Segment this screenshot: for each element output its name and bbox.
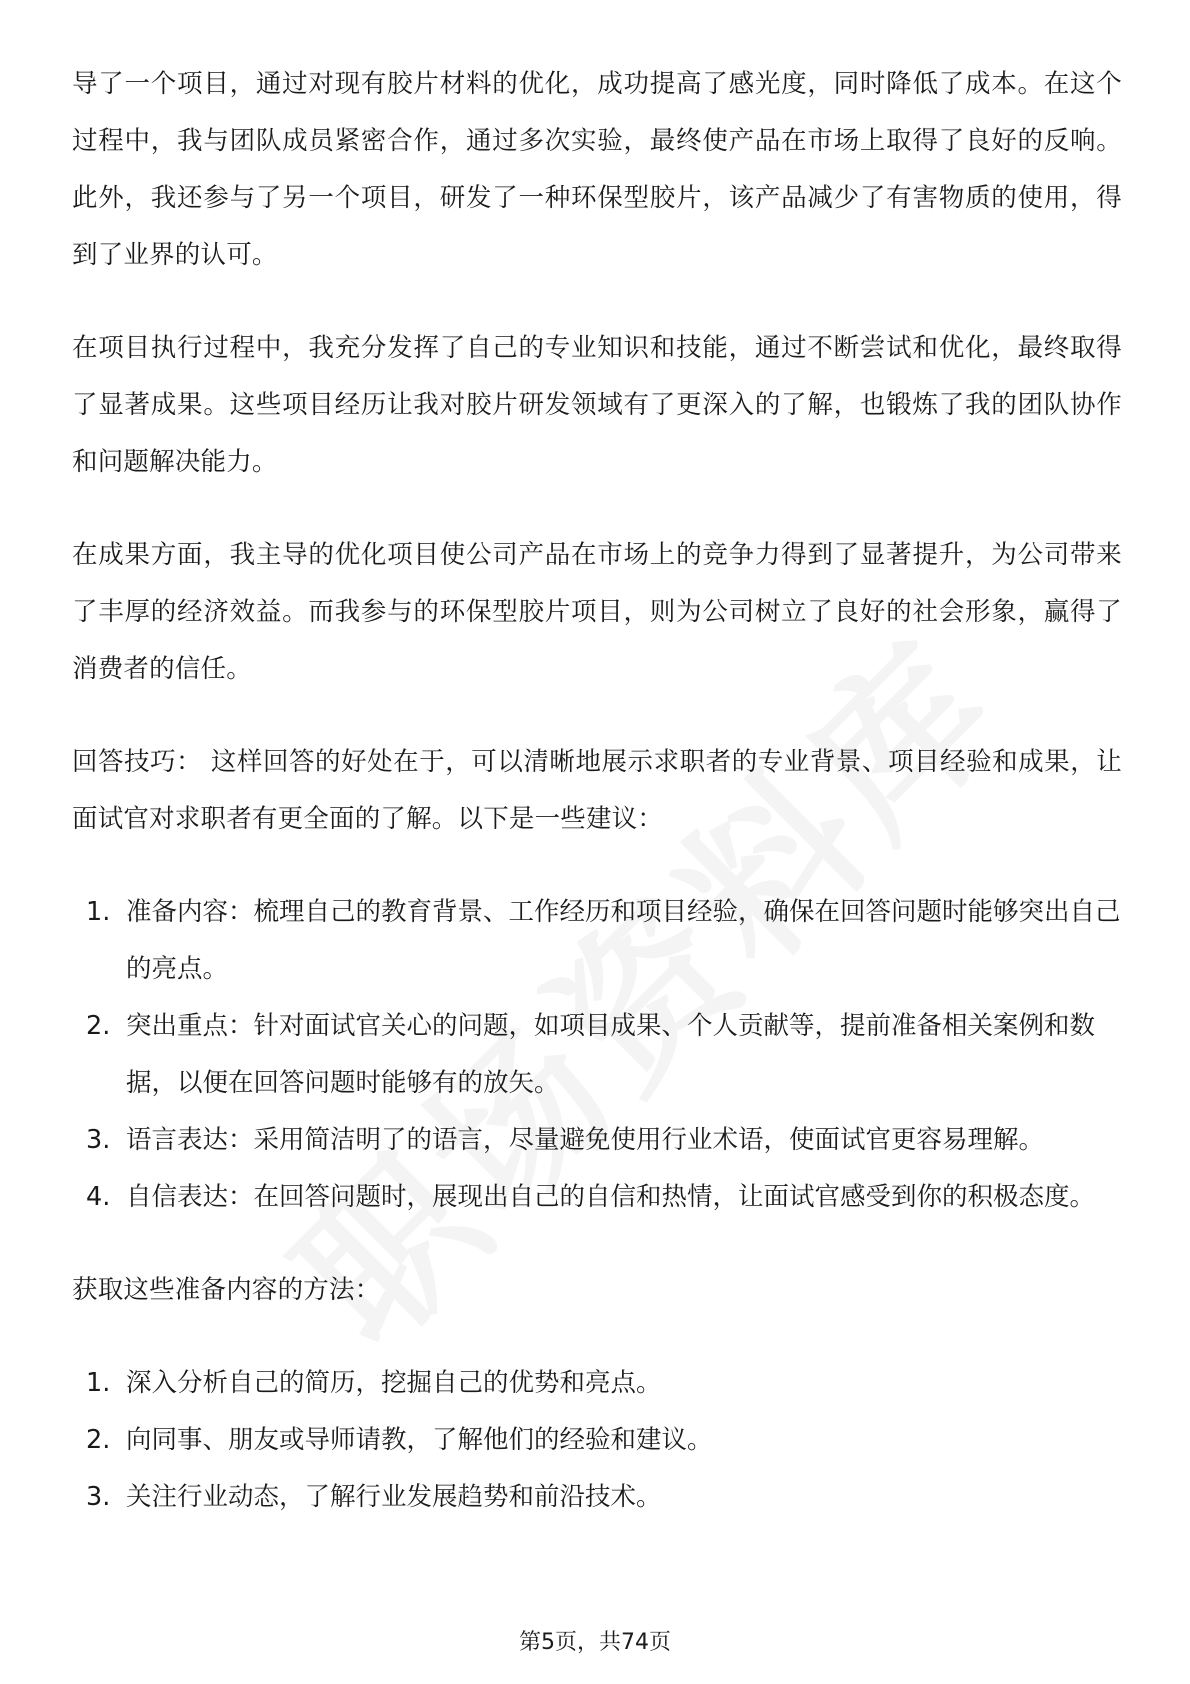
list-item-text: 准备内容：梳理自己的教育背景、工作经历和项目经验，确保在回答问题时能够突出自己的亮点。	[126, 897, 1121, 984]
list-item	[72, 1112, 1122, 1169]
list-item-text: 向同事、朋友或导师请教，了解他们的经验和建议。	[126, 1425, 713, 1455]
list-item-text: 深入分析自己的简历，挖掘自己的优势和亮点。	[126, 1368, 662, 1398]
list-number: 3.	[86, 1482, 111, 1512]
list-item-text: 关注行业动态，了解行业发展趋势和前沿技术。	[126, 1482, 662, 1512]
list-number: 2.	[86, 1011, 111, 1041]
document-body	[72, 56, 1122, 1562]
paragraph-achievements: 在成果方面，我主导的优化项目使公司产品在市场上的竞争力得到了显著提升，为公司带来了丰厚的经济效益。而我参与的环保型胶片项目，则为公司树立了良好的社会形象，赢得了消费者的信任。	[72, 540, 1122, 684]
methods-list	[72, 1355, 1122, 1526]
list-item-text: 自信表达：在回答问题时，展现出自己的自信和热情，让面试官感受到你的积极态度。	[126, 1182, 1096, 1212]
paragraph-answer-tips: 回答技巧： 这样回答的好处在于，可以清晰地展示求职者的专业背景、项目经验和成果，让面试官对求职者有更全面的了解。以下是一些建议：	[72, 747, 1122, 834]
list-item	[72, 1412, 1122, 1469]
list-item	[72, 998, 1122, 1112]
list-number: 1.	[86, 897, 111, 927]
paragraph-methods-heading: 获取这些准备内容的方法：	[72, 1275, 381, 1305]
list-item	[72, 1469, 1122, 1526]
tips-list	[72, 884, 1122, 1226]
list-item-text: 突出重点：针对面试官关心的问题，如项目成果、个人贡献等，提前准备相关案例和数据，以便在回答问题时能够有的放矢。	[126, 1011, 1096, 1098]
list-number: 1.	[86, 1368, 111, 1398]
list-item	[72, 1355, 1122, 1412]
paragraph-project-experience: 导了一个项目，通过对现有胶片材料的优化，成功提高了感光度，同时降低了成本。在这个过程中，我与团队成员紧密合作，通过多次实验，最终使产品在市场上取得了良好的反响。此外，我还参与了另一个项目，研发了一种环保型胶片，该产品减少了有害物质的使用，得到了业界的认可。	[72, 69, 1122, 270]
list-item	[72, 884, 1122, 998]
list-number: 4.	[86, 1182, 111, 1212]
paragraph-project-execution: 在项目执行过程中，我充分发挥了自己的专业知识和技能，通过不断尝试和优化，最终取得了显著成果。这些项目经历让我对胶片研发领域有了更深入的了解，也锻炼了我的团队协作和问题解决能力。	[72, 333, 1122, 477]
list-item	[72, 1169, 1122, 1226]
list-number: 2.	[86, 1425, 111, 1455]
list-item-text: 语言表达：采用简洁明了的语言，尽量避免使用行业术语，使面试官更容易理解。	[126, 1125, 1045, 1155]
page-number-footer: 第5页，共74页	[519, 1630, 671, 1655]
list-number: 3.	[86, 1125, 111, 1155]
